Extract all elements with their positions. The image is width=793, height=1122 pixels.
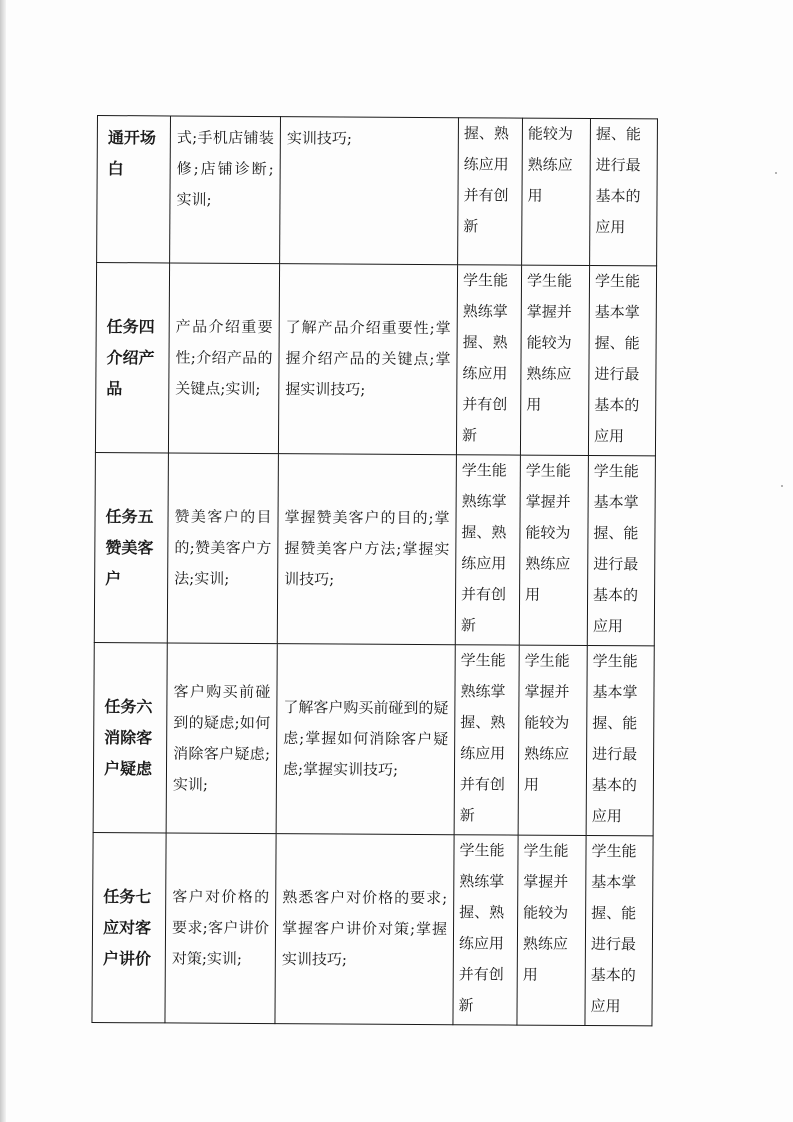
level-excellent-cell: 学生能熟练掌握、熟练应用并有创新	[453, 835, 518, 1025]
objective-cell: 了解客户购买前碰到的疑虑;掌握如何消除客户疑虑;掌握实训技巧;	[276, 644, 455, 835]
objective-cell: 熟悉客户对价格的要求;掌握客户讲价对策;掌握实训技巧;	[275, 834, 454, 1025]
content-cell: 产品介绍重要性;介绍产品的关键点;实训;	[168, 263, 279, 454]
level-pass-cell: 握、能进行最基本的应用	[590, 119, 658, 266]
level-pass-cell: 学生能基本掌握、能进行最基本的应用	[587, 456, 655, 646]
level-excellent-cell: 学生能熟练掌握、熟练应用并有创新	[456, 265, 521, 455]
objective-cell: 实训技巧;	[280, 117, 459, 265]
level-good-cell: 能较为熟练应用	[522, 118, 591, 265]
task-name-cell: 任务五赞美客户	[94, 452, 168, 642]
scanned-page-edge	[0, 0, 6, 1122]
table-row	[94, 452, 655, 645]
content-cell: 式;手机店铺装修;店铺诊断;实训;	[170, 116, 281, 264]
level-pass-cell: 学生能基本掌握、能进行最基本的应用	[586, 646, 654, 836]
scan-speck	[775, 172, 777, 174]
task-name-cell: 通开场白	[97, 116, 171, 263]
table-row	[93, 642, 654, 835]
level-excellent-cell: 学生能熟练掌握、熟练应用并有创新	[455, 455, 520, 645]
task-name-cell: 任务六消除客户疑虑	[93, 642, 167, 832]
level-pass-cell: 学生能基本掌握、能进行最基本的应用	[588, 266, 656, 456]
level-good-cell: 学生能掌握并能较为熟练应用	[518, 645, 587, 835]
content-cell: 客户对价格的要求;客户讲价对策;实训;	[165, 833, 276, 1024]
scan-speck	[781, 485, 783, 487]
content-cell: 客户购买前碰到的疑虑;如何消除客户疑虑;实训;	[166, 643, 277, 834]
objective-cell: 掌握赞美客户的目的;掌握赞美客户方法;掌握实训技巧;	[277, 454, 456, 645]
level-excellent-cell: 握、熟练应用并有创新	[458, 118, 523, 265]
table-row	[97, 116, 658, 266]
level-pass-cell: 学生能基本掌握、能进行最基本的应用	[585, 836, 653, 1026]
course-task-table	[91, 115, 658, 1026]
table-row	[95, 263, 656, 456]
table-row	[92, 832, 653, 1025]
task-name-cell: 任务七应对客户讲价	[92, 832, 166, 1022]
level-good-cell: 学生能掌握并能较为熟练应用	[520, 265, 589, 455]
level-good-cell: 学生能掌握并能较为熟练应用	[517, 835, 586, 1025]
task-name-cell: 任务四介绍产品	[95, 263, 169, 453]
content-cell: 赞美客户的目的;赞美客户方法;实训;	[167, 453, 278, 644]
objective-cell: 了解产品介绍重要性;掌握介绍产品的关键点;掌握实训技巧;	[278, 264, 457, 455]
level-excellent-cell: 学生能熟练掌握、熟练应用并有创新	[454, 645, 519, 835]
level-good-cell: 学生能掌握并能较为熟练应用	[519, 455, 588, 645]
